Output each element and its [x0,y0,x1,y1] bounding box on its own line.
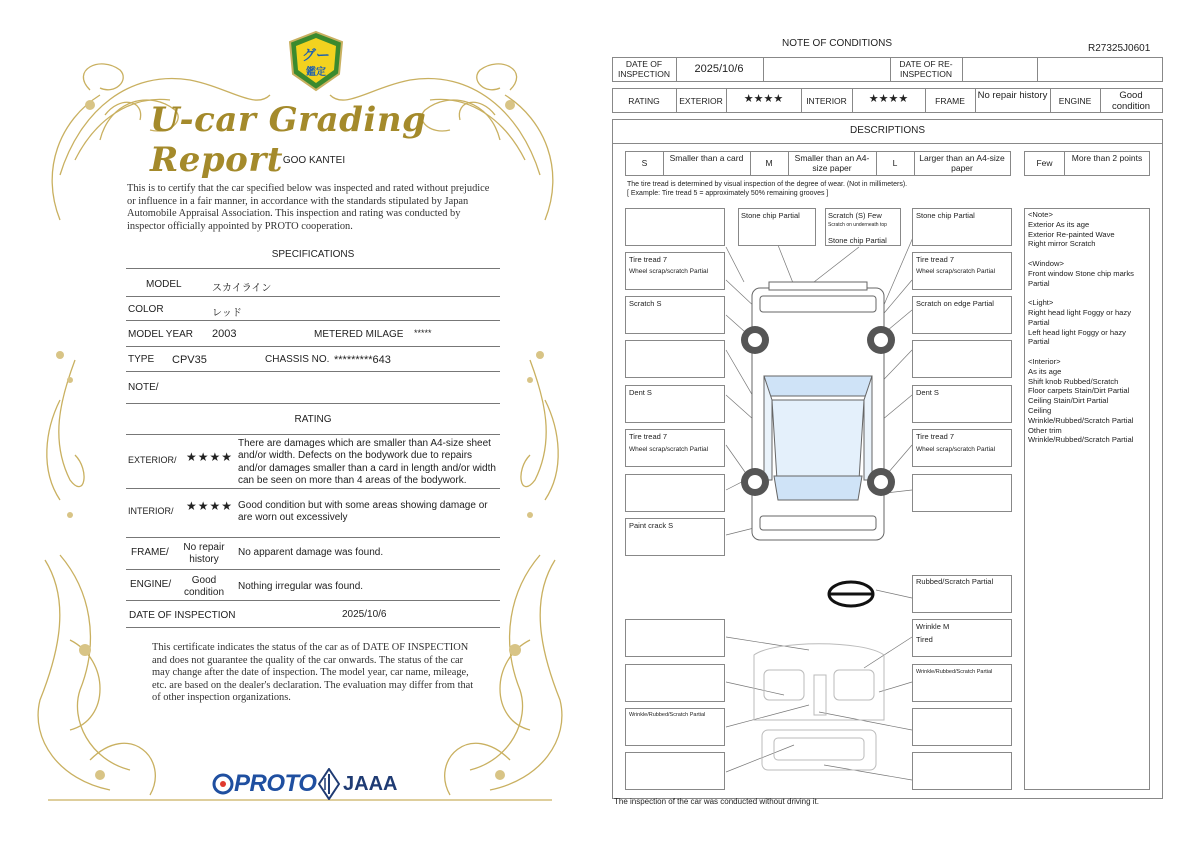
callout-box [625,474,725,512]
proto-logo: PROTO [234,770,317,797]
note-label: NOTE/ [128,382,159,393]
right-stone-chip: Stone chip Partial [916,211,975,220]
engine-value: Good condition [183,575,225,598]
engine-value: Good condition [1111,90,1151,112]
metered-mileage-value: ***** [414,328,432,338]
engine-description: Nothing irregular was found. [238,581,364,592]
chassis-label: CHASSIS NO. [265,354,330,365]
tread-note: The tire tread is determined by visual inspection of the degree of wear. (Not in millimeters). [627,181,908,188]
seat-tired: Tired [916,635,933,644]
left-interior-wrinkle: Wrinkle/Rubbed/Scratch Partial [629,712,706,718]
engine-label: ENGINE/ [130,579,172,590]
left-dent: Dent S [629,388,652,397]
seat-wrinkle: Wrinkle M [916,622,950,631]
jaaa-mark-icon [318,768,340,800]
right-front-wheel: Wheel scrap/scratch Partial [916,268,996,275]
exterior-label: EXTERIOR [679,96,723,106]
date-of-inspection-label: DATE OF INSPECTION [618,59,670,79]
right-interior-wrinkle: Wrinkle/Rubbed/Scratch Partial [916,669,993,675]
divider [126,600,500,601]
chassis-value: *********643 [334,354,391,366]
left-front-tire-tread: Tire tread 7 [629,255,668,264]
interior-label: INTERIOR/ [128,506,174,516]
callout-box [625,619,725,657]
right-scratch-edge: Scratch on edge Partial [916,299,994,308]
frame-value: No repair history [183,542,225,565]
left-rear-tire-tread: Tire tread 7 [629,432,668,441]
callout-box [912,474,1012,512]
top-stone-chip-2: Stone chip Partial [828,236,887,245]
badge-text: グー [302,48,330,64]
exterior-label: EXTERIOR/ [128,455,177,465]
date-label: DATE OF INSPECTION [129,610,236,621]
divider [126,488,500,489]
interior-description: Good condition but with some areas showing damage or are worn out excessively [238,500,488,524]
descriptions-heading: DESCRIPTIONS [849,125,925,136]
top-scratch-underneath: Scratch on underneath top [828,222,887,228]
callout-box [625,340,725,378]
model-year-label: MODEL YEAR [128,329,194,340]
divider [126,320,500,321]
legend-few: Few [1036,158,1053,168]
right-front-tire-tread: Tire tread 7 [916,255,955,264]
certificate-footer: This certificate indicates the status of the car as of DATE OF INSPECTION and does not guarantee the quality of the car onwards. The status of the car may change after the date of inspection. The model year, car name, mileage, etc. are based on the dealer's declaration. The evaluation may differ from that of other inspection organizations. [152,642,474,704]
type-label: TYPE [128,354,155,365]
callout-box [625,664,725,702]
frame-description: No apparent damage was found. [238,547,384,558]
model-value: スカイライン [212,283,272,294]
date-of-reinspection-label: DATE OF RE-INSPECTION [899,59,953,79]
model-year-value: 2003 [212,328,237,340]
legend-l: L [892,158,898,168]
model-label: MODEL [146,279,182,290]
top-scratch-few: Scratch (S) Few [828,211,882,220]
color-label: COLOR [128,304,164,315]
interior-stars: ★★★★ [186,499,234,513]
frame-label: FRAME [935,96,965,106]
divider [126,403,500,404]
tread-example: [ Example: Tire tread 5 = approximately 50% remaining grooves ] [627,190,829,197]
type-value: CPV35 [172,354,207,366]
callout-box [625,752,725,790]
left-paint-crack: Paint crack S [629,521,674,530]
interior-label: INTERIOR [806,96,847,106]
frame-label: FRAME/ [131,547,169,558]
engine-label: ENGINE [1058,96,1092,106]
left-scratch: Scratch S [629,299,662,308]
divider [126,268,500,269]
steering-rubbed: Rubbed/Scratch Partial [916,577,994,586]
callout-box [912,708,1012,746]
certificate-title: U-car Grading Report [150,100,427,180]
divider [126,537,500,538]
legend-s-desc: Smaller than a card [669,153,744,163]
date-value: 2025/10/6 [342,609,387,620]
divider [126,346,500,347]
divider [126,627,500,628]
certificate-subtitle: GOO KANTEI [282,155,346,166]
divider [126,371,500,372]
callout-box [912,340,1012,378]
interior-stars: ★★★★ [868,93,909,105]
legend-few-desc: More than 2 points [1071,153,1143,163]
rating-label: RATING [628,96,660,106]
top-stone-chip-1: Stone chip Partial [741,211,800,220]
legend-s: S [641,158,648,168]
legend-m-desc: Smaller than an A4-size paper [794,153,870,173]
reference-number: R27325J0601 [1088,43,1151,54]
legend-m: M [765,158,773,168]
right-dent: Dent S [916,388,939,397]
badge-sub: 鑑定 [306,67,326,78]
exterior-description: There are damages which are smaller than A4-size sheet and/or width. Defects on the bodywork due to repairs and/or damages smaller than a card in length and/or width can be seen on more than 4 areas of the bodywork. [238,438,496,487]
left-rear-wheel: Wheel scrap/scratch Partial [629,446,709,453]
goo-kantei-badge [287,30,345,92]
divider [126,434,500,435]
left-front-wheel: Wheel scrap/scratch Partial [629,268,709,275]
rating-heading: RATING [294,414,332,425]
color-value: レッド [212,308,242,319]
metered-mileage-label: METERED MILAGE [314,329,404,340]
jaaa-logo: JAAA [343,773,398,795]
certificate-intro: This is to certify that the car specified below was inspected and rated without prejudice or influence in a fair manner, in accordance with the standards stipulated by Japan Automobile Appraisal Association. This inspection and rating was conducted by inspector officially appointed by PROTO cooperation. [127,183,490,232]
divider [126,296,500,297]
bottom-note: The inspection of the car was conducted without driving it. [614,797,819,806]
exterior-stars: ★★★★ [743,93,784,105]
frame-value: No repair history [977,90,1048,101]
right-rear-tire-tread: Tire tread 7 [916,432,955,441]
callout-box [912,752,1012,790]
specifications-heading: SPECIFICATIONS [271,249,355,260]
callout-box [625,208,725,246]
exterior-stars: ★★★★ [186,450,234,464]
conditions-title: NOTE OF CONDITIONS [782,38,892,49]
divider [126,569,500,570]
proto-mark-icon [212,772,234,796]
notes-text: <Note> Exterior As its age Exterior Re-painted Wave Right mirror Scratch <Window> Front window Stone chip marks Partial <Light> Right head light Foggy or hazy Partial Left head light Foggy or hazy Partial <Interior> As its age Shift knob Rubbed/Scratch Floor carpets Stain/Dirt Partial Ceiling Stain/Dirt Partial Ceiling Wrinkle/Rubbed/Scratch Partial Other trim Wrinkle/Rubbed/Scratch Partial [1028,210,1134,445]
legend-l-desc: Larger than an A4-size paper [919,153,1005,173]
date-of-inspection-value: 2025/10/6 [694,63,744,75]
right-rear-wheel: Wheel scrap/scratch Partial [916,446,996,453]
